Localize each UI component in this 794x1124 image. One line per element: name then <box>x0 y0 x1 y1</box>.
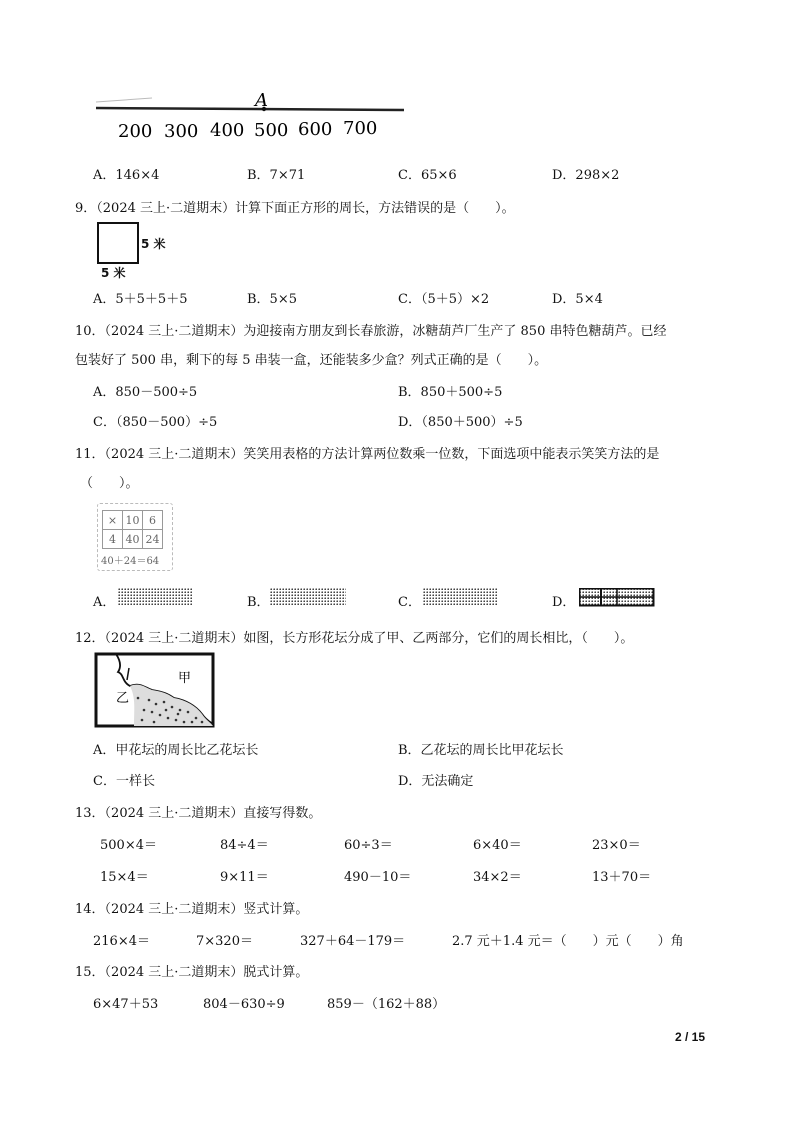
q10-stem-line1: 10．（2024 三上·二道期末）为迎接南方朋友到长春旅游，冰糖葫芦厂生产了 850 串特色糖葫芦。已经 <box>75 324 667 339</box>
vertical-calc-item: 327＋64－179＝ <box>300 934 406 949</box>
table-cell: 6 <box>143 511 163 530</box>
table-cell: 24 <box>143 530 163 549</box>
q10-option-d[interactable]: D．（850＋500）÷5 <box>398 415 523 430</box>
square-figure <box>97 222 139 264</box>
table-sum: 40＋24＝64 <box>101 556 160 567</box>
oral-calc-item: 15×4＝ <box>100 870 149 885</box>
number-line-figure <box>92 84 412 144</box>
stepwise-calc-item: 804－630÷9 <box>203 997 285 1012</box>
point-a-label: A <box>255 90 268 111</box>
vertical-calc-item: 2.7 元＋1.4 元＝（ ）元（ ）角 <box>452 934 684 949</box>
oral-calc-item: 6×40＝ <box>473 838 522 853</box>
page-number: 2 / 15 <box>675 1030 706 1044</box>
q10-option-a[interactable]: A．850－500÷5 <box>93 385 198 400</box>
q10-option-b[interactable]: B．850＋500÷5 <box>398 385 503 400</box>
q11-stem-line1: 11．（2024 三上·二道期末）笑笑用表格的方法计算两位数乘一位数，下面选项中能表示笑笑方法的是 <box>75 447 660 462</box>
multiplication-table-figure <box>97 503 173 571</box>
q9-option-d[interactable]: D．5×4 <box>552 292 603 307</box>
q14-stem: 14．（2024 三上·二道期末）竖式计算。 <box>75 902 309 917</box>
tick-label: 700 <box>343 118 378 139</box>
q12-option-b[interactable]: B．乙花坛的周长比甲花坛长 <box>398 743 564 758</box>
q10-stem-line2: 包装好了 500 串，剩下的每 5 串装一盒，还能装多少盒？列式正确的是（ ）。 <box>75 353 548 368</box>
q11-option-c[interactable]: C． <box>398 595 421 610</box>
label-jia: 甲 <box>178 671 192 686</box>
table-cell: 4 <box>103 530 123 549</box>
oral-calc-item: 34×2＝ <box>473 870 522 885</box>
oral-calc-item: 9×11＝ <box>220 870 269 885</box>
tick-label: 300 <box>164 121 199 142</box>
stepwise-calc-item: 859－（162＋88） <box>327 997 446 1012</box>
tick-label: 600 <box>298 119 333 140</box>
q13-stem: 13．（2024 三上·二道期末）直接写得数。 <box>75 806 322 821</box>
dot-array-c <box>423 588 499 608</box>
tick-label: 200 <box>118 121 153 142</box>
dot-array-d <box>579 588 655 608</box>
q8-option-a[interactable]: A．146×4 <box>93 168 160 183</box>
q11-option-b[interactable]: B． <box>247 595 270 610</box>
dot-array-a <box>118 588 194 608</box>
dot-array-b <box>270 588 348 608</box>
square-side-label: 5 米 <box>141 237 166 251</box>
q9-option-c[interactable]: C．（5＋5）×2 <box>398 292 490 307</box>
q9-option-b[interactable]: B．5×5 <box>247 292 297 307</box>
q8-option-b[interactable]: B．7×71 <box>247 168 306 183</box>
oral-calc-item: 13＋70＝ <box>592 870 652 885</box>
flowerbed-figure <box>94 650 216 728</box>
square-bottom-label: 5 米 <box>101 266 126 280</box>
table-cell: 40 <box>123 530 143 549</box>
q12-option-c[interactable]: C．一样长 <box>93 774 155 789</box>
stepwise-calc-item: 6×47＋53 <box>93 997 159 1012</box>
q12-stem: 12．（2024 三上·二道期末）如图，长方形花坛分成了甲、乙两部分，它们的周长相比，（ ）。 <box>75 631 634 646</box>
q8-option-d[interactable]: D．298×2 <box>552 168 620 183</box>
oral-calc-item: 500×4＝ <box>100 838 157 853</box>
q12-option-d[interactable]: D．无法确定 <box>398 774 474 789</box>
vertical-calc-item: 216×4＝ <box>93 934 150 949</box>
q10-option-c[interactable]: C．（850－500）÷5 <box>93 415 218 430</box>
q15-stem: 15．（2024 三上·二道期末）脱式计算。 <box>75 965 309 980</box>
oral-calc-item: 84÷4＝ <box>220 838 269 853</box>
q12-option-a[interactable]: A．甲花坛的周长比乙花坛长 <box>93 743 259 758</box>
q8-option-c[interactable]: C．65×6 <box>398 168 457 183</box>
q11-stem-line2: （ ）。 <box>80 476 139 491</box>
table-cell: 10 <box>123 511 143 530</box>
q9-option-a[interactable]: A．5＋5＋5＋5 <box>93 292 188 307</box>
tick-label: 400 <box>210 120 245 141</box>
oral-calc-item: 23×0＝ <box>592 838 641 853</box>
table-cell: × <box>103 511 123 530</box>
q9-stem: 9．（2024 三上·二道期末）计算下面正方形的周长，方法错误的是（ ）。 <box>75 201 515 216</box>
oral-calc-item: 60÷3＝ <box>344 838 393 853</box>
q11-option-a[interactable]: A． <box>93 595 116 610</box>
q11-option-d[interactable]: D． <box>552 595 576 610</box>
label-yi: 乙 <box>116 691 130 706</box>
tick-label: 500 <box>254 120 289 141</box>
vertical-calc-item: 7×320＝ <box>196 934 253 949</box>
oral-calc-item: 490－10＝ <box>344 870 412 885</box>
